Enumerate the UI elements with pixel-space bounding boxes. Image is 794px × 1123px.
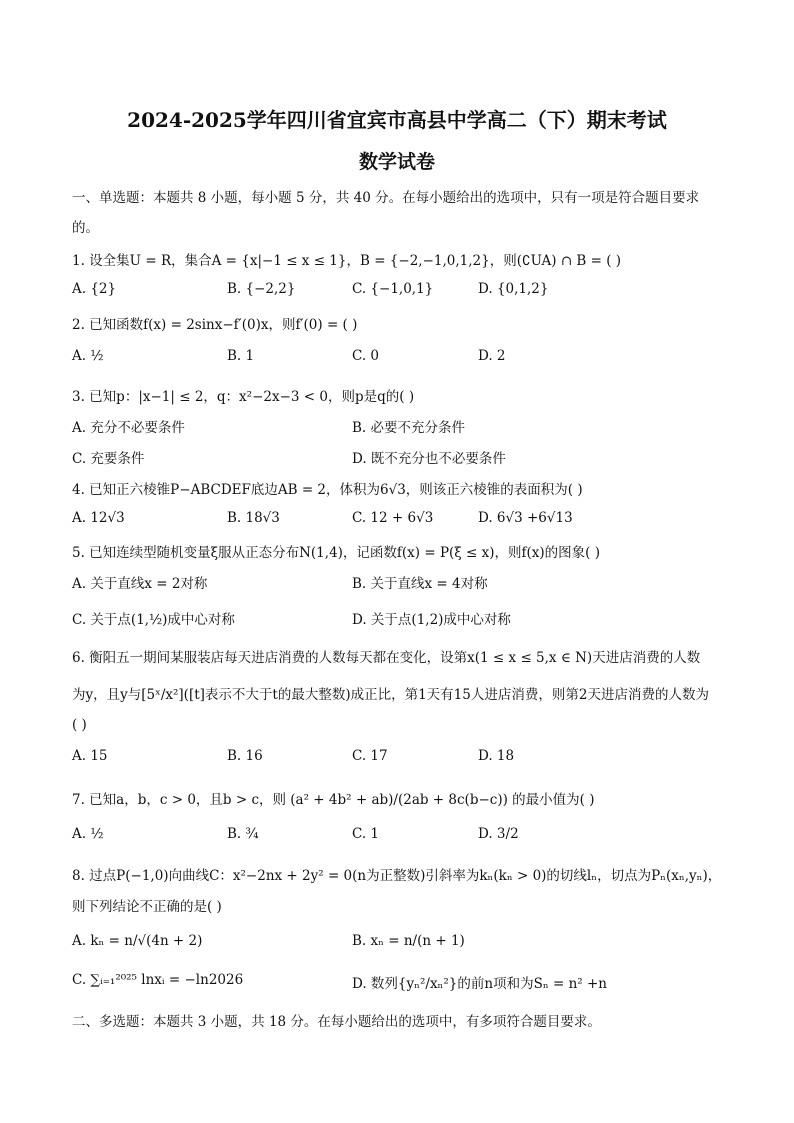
q3-option-c: C. 充要条件 [72,451,145,467]
page-title: 2024-2025学年四川省宜宾市高县中学高二（下）期末考试 [127,108,667,132]
q4-option-c: C. 12 + 6√3 [352,510,434,526]
page-subtitle: 数学试卷 [358,151,435,173]
q3-option-b: B. 必要不充分条件 [352,420,466,436]
q6-option-d: D. 18 [478,748,515,764]
question-6-stem: 6. 衡阳五一期间某服装店每天进店消费的人数每天都在变化，设第x(1 ≤ x ≤ 5,x ∈ N)天进店消费的人数 [72,650,701,666]
question-4-stem: 4. 已知正六棱锥P−ABCDEF底边AB = 2，体积为6√3，则该正六棱锥的表面积为( ) [72,482,583,498]
q1-option-a: A. {2} [72,281,117,297]
section2-heading: 二、多选题：本题共 3 小题，共 18 分。在每小题给出的选项中，有多项符合题目要求。 [72,1014,601,1030]
q7-option-d: D. 3/2 [478,826,519,842]
q6-option-b: B. 16 [227,748,263,764]
q3-option-a: A. 充分不必要条件 [72,420,185,436]
q2-option-d: D. 2 [478,348,506,364]
question-3-stem: 3. 已知p：|x−1| ≤ 2，q：x²−2x−3 < 0，则p是q的( ) [72,389,415,405]
q5-option-c: C. 关于点(1,½)成中心对称 [72,612,235,628]
q7-option-b: B. ¾ [227,826,259,842]
question-6-paren: ( ) [72,717,87,733]
q5-option-b: B. 关于直线x = 4对称 [352,576,488,592]
question-8-stem: 8. 过点P(−1,0)向曲线C：x²−2nx + 2y² = 0(n为正整数)引斜率为kₙ(kₙ > 0)的切线lₙ，切点为Pₙ(xₙ,yₙ)， [72,868,722,884]
q8-option-d: D. 数列{yₙ²/xₙ²}的前n项和为Sₙ = n² +n [352,976,607,992]
q3-option-d: D. 既不充分也不必要条件 [352,451,506,467]
q1-option-b: B. {−2,2} [227,281,296,297]
question-2-stem: 2. 已知函数f(x) = 2sinx−f′(0)x，则f′(0) = ( ) [72,317,358,333]
q6-option-c: C. 17 [352,748,388,764]
q8-option-c: C. ∑ᵢ₌₁²⁰²⁵ lnxᵢ = −ln2026 [72,972,244,988]
q7-option-c: C. 1 [352,826,380,842]
q4-option-a: A. 12√3 [72,510,125,526]
q4-option-b: B. 18√3 [227,510,280,526]
q5-option-d: D. 关于点(1,2)成中心对称 [352,612,511,628]
question-1-stem: 1. 设全集U = R，集合A = {x|−1 ≤ x ≤ 1}，B = {−2,−1,0,1,2}，则(∁UA) ∩ B = ( ) [72,253,622,269]
section1-heading-cont: 的。 [72,220,99,236]
q8-option-a: A. kₙ = n/√(4n + 2) [72,933,203,949]
section1-heading: 一、单选题：本题共 8 小题，每小题 5 分，共 40 分。在每小题给出的选项中，只有一项是符合题目要求 [72,190,700,206]
q6-option-a: A. 15 [72,748,108,764]
q7-option-a: A. ½ [72,826,104,842]
question-5-stem: 5. 已知连续型随机变量ξ服从正态分布N(1,4)，记函数f(x) = P(ξ ≤ x)，则f(x)的图象( ) [72,545,600,561]
q4-option-d: D. 6√3 +6√13 [478,510,573,526]
question-8-stem-cont: 则下列结论不正确的是( ) [72,899,222,915]
q5-option-a: A. 关于直线x = 2对称 [72,576,208,592]
question-7-stem: 7. 已知a，b，c > 0，且b > c，则 (a² + 4b² + ab)/(2ab + 8c(b−c)) 的最小值为( ) [72,792,595,808]
q8-option-b: B. xₙ = n/(n + 1) [352,933,465,949]
q2-option-c: C. 0 [352,348,380,364]
q1-option-d: D. {0,1,2} [478,281,549,297]
q2-option-b: B. 1 [227,348,255,364]
q1-option-c: C. {−1,0,1} [352,281,434,297]
question-6-stem-cont: 为y，且y与[5ˣ/x²]([t]表示不大于t的最大整数)成正比，第1天有15人进店消费，则第2天进店消费的人数为 [72,687,709,703]
q2-option-a: A. ½ [72,348,104,364]
